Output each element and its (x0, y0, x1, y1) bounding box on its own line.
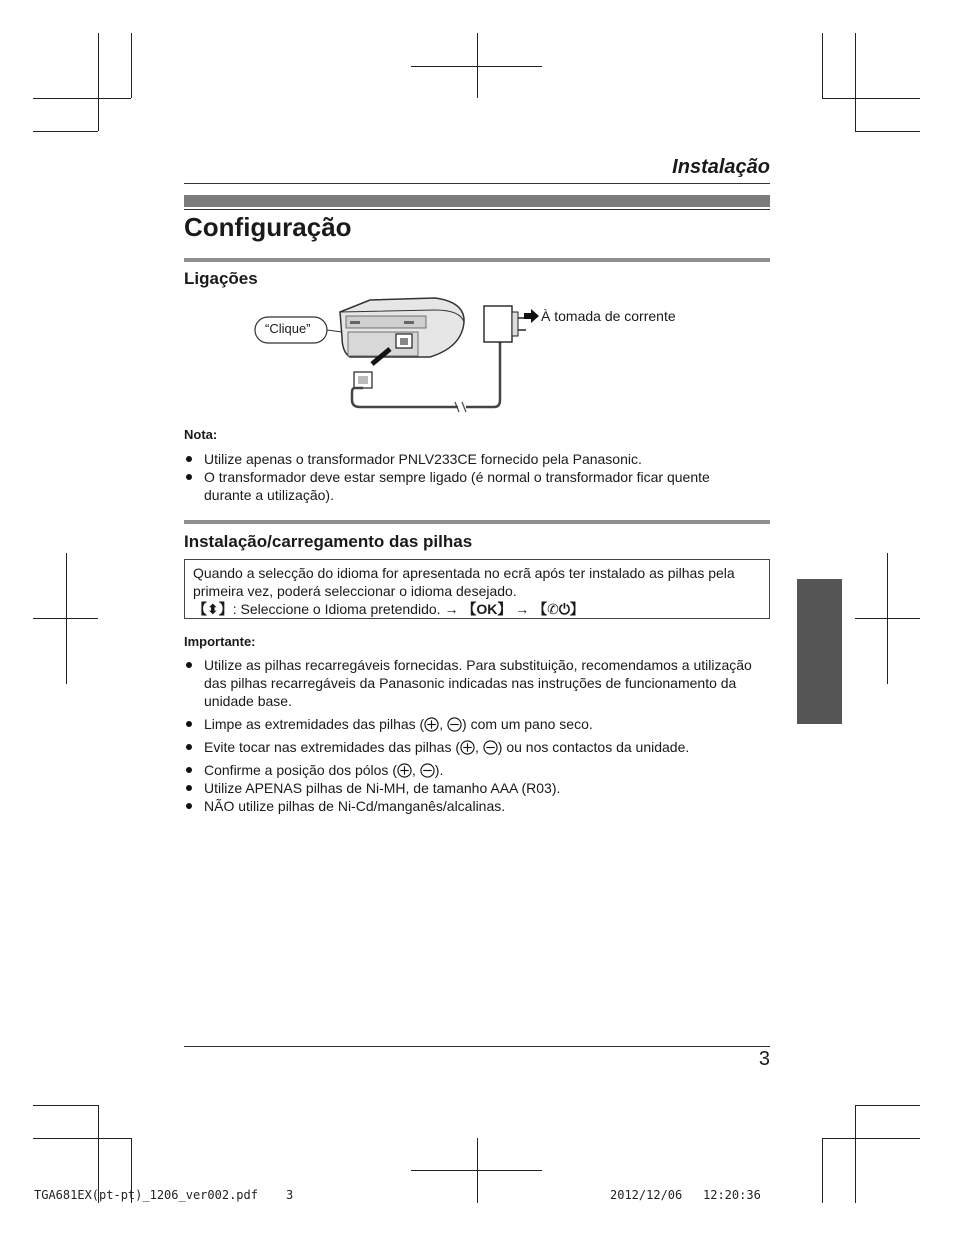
connections-heading: Ligações (184, 269, 258, 288)
list-item: O transformador deve estar sempre ligado (é normal o transformador ficar quente durante a utilização). (184, 468, 770, 504)
chapter-tab (797, 579, 842, 724)
ok-key: 【OK】 (462, 601, 512, 617)
page-number: 3 (758, 1048, 770, 1070)
list-item: NÃO utilize pilhas de Ni-Cd/manganês/alcalinas. (184, 797, 770, 815)
footer-date: 2012/12/06 (610, 1188, 683, 1202)
batteries-heading: Instalação/carregamento das pilhas (184, 532, 473, 551)
list-item: Utilize APENAS pilhas de Ni-MH, de tamanho AAA (R03). (184, 779, 770, 797)
list-item: Confirme a posição dos pólos ( , ). (184, 761, 770, 779)
info-line-2: primeira vez, poderá seleccionar o idioma desejado. (193, 583, 517, 599)
footer-sheet: 3 (286, 1188, 294, 1202)
header-rule (184, 183, 770, 184)
important-list (184, 656, 770, 815)
plus-terminal-icon (397, 763, 412, 778)
title-rule (184, 209, 770, 210)
important-heading: Importante: (184, 634, 256, 649)
click-label: “Clique” (265, 321, 311, 336)
list-item: Utilize as pilhas recarregáveis fornecidas. Para substituição, recomendamos a utilização das pilhas recarregáveis da Panasonic indicadas nas instruções de funcionamento da unidade base. (184, 656, 770, 710)
info-line-3: 【⬍】: Seleccione o Idioma pretendido. → 【OK】 → 【✆⏻】 (193, 601, 584, 617)
list-item: Evite tocar nas extremidades das pilhas ( , ) ou nos contactos da unidade. (184, 738, 770, 756)
footer-time: 12:20:36 (703, 1188, 761, 1202)
footer-rule (184, 1046, 770, 1047)
outlet-label: À tomada de corrente (541, 308, 676, 324)
note-heading: Nota: (184, 427, 218, 442)
off-key-icon: 【✆⏻】 (533, 601, 584, 617)
language-info-box (184, 559, 770, 619)
minus-terminal-icon (483, 740, 498, 755)
info-line-1: Quando a selecção do idioma for apresentada no ecrã após ter instalado as pilhas pela (193, 565, 735, 581)
navigator-key-icon: 【⬍】 (193, 601, 233, 617)
arrow-right-icon: → (444, 601, 459, 617)
minus-terminal-icon (420, 763, 435, 778)
section-title: Instalação (672, 156, 770, 178)
title-band (184, 195, 770, 207)
arrow-right-icon: → (515, 601, 530, 617)
footer-filename: TGA681EX(pt-pt)_1206_ver002.pdf (34, 1188, 258, 1202)
section-rule (184, 520, 770, 524)
page-title: Configuração (184, 212, 352, 242)
list-item: Utilize apenas o transformador PNLV233CE fornecido pela Panasonic. (184, 450, 770, 468)
plus-terminal-icon (424, 717, 439, 732)
list-item: Limpe as extremidades das pilhas ( , ) com um pano seco. (184, 715, 770, 733)
notes-list (184, 450, 770, 504)
section-rule (184, 258, 770, 262)
connection-diagram (250, 292, 720, 422)
plus-terminal-icon (460, 740, 475, 755)
minus-terminal-icon (447, 717, 462, 732)
